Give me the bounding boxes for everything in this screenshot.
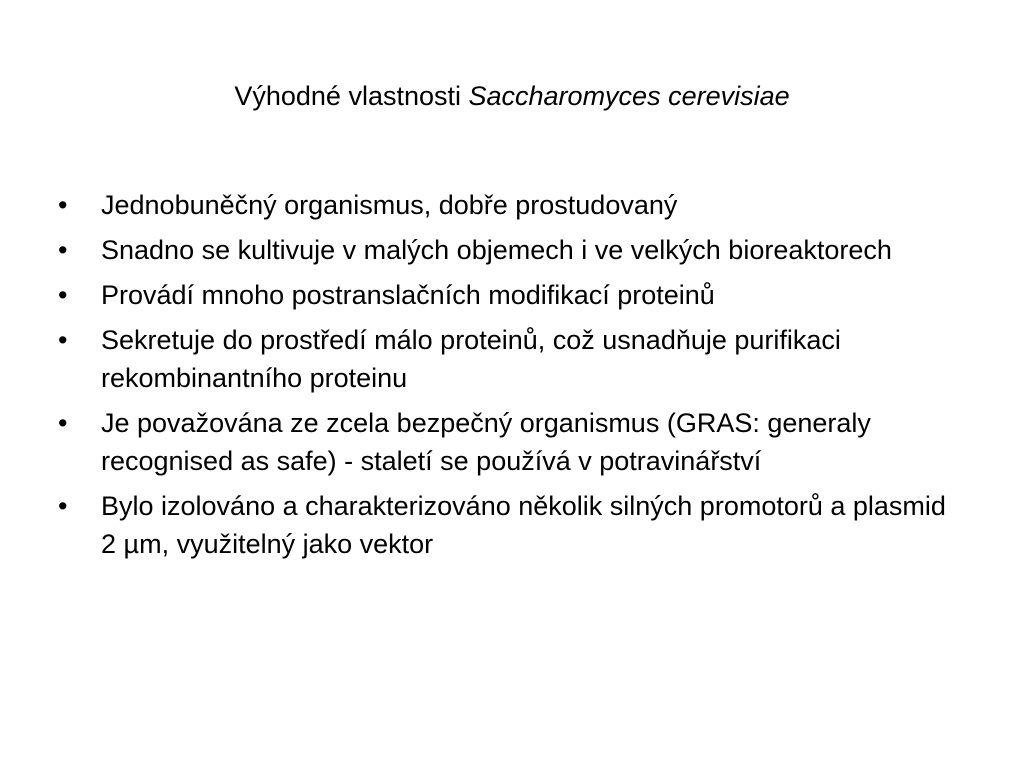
- bullet-text: Jednobuněčný organismus, dobře prostudovaný: [101, 190, 678, 220]
- bullet-item: [58, 276, 968, 314]
- bullet-text: Sekretuje do prostředí málo proteinů, což usnadňuje purifikaci rekombinantního proteinu: [101, 325, 841, 393]
- bullet-icon: •: [58, 190, 68, 220]
- bullet-list: [58, 186, 968, 570]
- bullet-icon: •: [58, 235, 68, 265]
- bullet-icon: •: [58, 408, 68, 438]
- bullet-item: [58, 487, 968, 563]
- bullet-item: [58, 231, 968, 269]
- bullet-icon: •: [58, 280, 68, 310]
- slide-title-text: Výhodné vlastnosti: [234, 81, 469, 111]
- bullet-text: Snadno se kultivuje v malých objemech i ve velkých bioreaktorech: [101, 235, 892, 265]
- bullet-icon: •: [58, 325, 68, 355]
- bullet-icon: •: [58, 491, 68, 521]
- bullet-text: Bylo izolováno a charakterizováno několik silných promotorů a plasmid 2 µm, využitelný jako vektor: [101, 491, 946, 559]
- slide-title-species: Saccharomyces cerevisiae: [468, 81, 790, 111]
- bullet-item: [58, 321, 968, 397]
- bullet-item: [58, 186, 968, 224]
- bullet-item: [58, 404, 968, 480]
- bullet-text: Je považována ze zcela bezpečný organismus (GRAS: generaly recognised as safe) - staletí se používá v potravinářství: [101, 408, 871, 476]
- bullet-text: Provádí mnoho postranslačních modifikací proteinů: [101, 280, 715, 310]
- slide-title: [0, 76, 1024, 116]
